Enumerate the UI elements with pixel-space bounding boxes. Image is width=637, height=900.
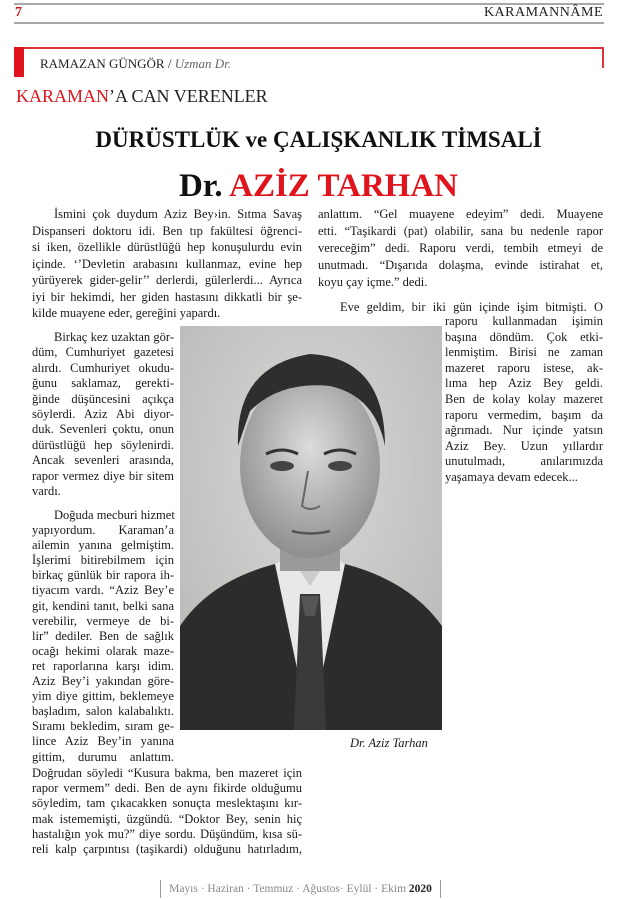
text-line: Aziz Bey’i yakından göre- bbox=[32, 674, 174, 689]
text-line: yürüyerek gider-gelir’’ derlerdi, gülerlerdi... Ayrıca bbox=[32, 273, 302, 287]
text-line: mazeret raporu istese, ak- bbox=[445, 360, 603, 375]
text-line: rapor vermem” dedi. Ben de aynı fikirde olduğumu bbox=[32, 781, 302, 796]
magazine-name: KARAMANNÂME bbox=[483, 5, 603, 20]
text-line: raporu kullanmadan işimin bbox=[445, 314, 603, 328]
text-line: dürüstlüğü hep söylenirdi. bbox=[32, 437, 174, 452]
text-line: ağrımadı. Nur içinde yatsın bbox=[445, 423, 603, 438]
article-title: DÜRÜSTLÜK ve ÇALIŞKANLIK TİMSALİ bbox=[95, 127, 542, 152]
text-line: tiyacım vardı. “Aziz Bey’e bbox=[32, 583, 174, 598]
paragraph-right-continuation bbox=[318, 206, 603, 291]
text-line: İsmini çok duydum Aziz Bey›in. Sıtma Savaş bbox=[54, 207, 302, 221]
series-rest: ’A CAN VERENLER bbox=[109, 86, 268, 106]
text-line: vardı. bbox=[32, 483, 61, 498]
text-line: düm, Cumhuriyet gazetesi bbox=[32, 345, 174, 360]
text-line: Ben de kolay kolay mazeret bbox=[445, 391, 603, 406]
text-line: Dispanseri doktoru idi. Ben tıp fakültesi öğrenci- bbox=[32, 223, 302, 238]
text-line: içinde. ‘’Devletin arabasını kullanmaz, evine hep bbox=[32, 256, 302, 271]
text-line: yapıyordum. Karaman’a bbox=[32, 523, 174, 538]
series-highlight: KARAMAN bbox=[16, 86, 110, 106]
text-line: git, kendini tanıt, belki sana bbox=[32, 598, 174, 613]
header-rule-bottom bbox=[14, 22, 604, 24]
text-line: Eve geldim, bir iki gün içinde işim bitmişti. O bbox=[340, 300, 603, 314]
paragraph-eve-geldim-cont bbox=[445, 314, 603, 486]
text-line: lir” dediler. Ben de sağlık bbox=[32, 628, 174, 643]
text-line: başladım, salon kalabalıktı. bbox=[32, 704, 174, 719]
author-name: RAMAZAN GÜNGÖR bbox=[40, 56, 165, 71]
text-line: iyi bir hekimdi, her giden hastasını dikkatli bir şe- bbox=[32, 289, 302, 304]
text-line: unutmadı. “Dışarıda dolaşma, evinde istirahat et, bbox=[318, 258, 603, 272]
text-line: Doğuda mecburi hizmet bbox=[54, 508, 175, 522]
paragraph-intro bbox=[32, 206, 302, 322]
byline-frame-top bbox=[14, 47, 604, 49]
text-line: Aziz Bey. Uzun yıllardır bbox=[445, 438, 603, 453]
text-line: etti. “Taşikardi (pat) olabilir, sana bu nedenle rapor bbox=[318, 224, 603, 238]
byline-accent-bar bbox=[14, 47, 24, 77]
page-number: 7 bbox=[15, 5, 22, 20]
text-line: yim diye gittim, beklemeye bbox=[32, 689, 174, 704]
byline-frame-right bbox=[602, 47, 604, 68]
text-line: ğinde düşüncesini açıkça bbox=[32, 391, 174, 406]
subject-prefix: Dr. bbox=[178, 168, 230, 204]
text-line: Birkaç kez uzaktan gör- bbox=[54, 330, 174, 344]
author-role: Uzman Dr. bbox=[174, 56, 232, 71]
issue-footer bbox=[160, 880, 441, 898]
text-line: reli kalp çarpıntısı (taşikardi) olduğunu hatırladım, bbox=[32, 841, 302, 856]
series-title bbox=[16, 86, 268, 107]
text-line: ğunu saklamaz, gerekti- bbox=[32, 376, 174, 391]
text-line: birkaç günlük bir rapora ih- bbox=[32, 568, 174, 583]
byline-separator: / bbox=[164, 56, 175, 71]
text-line: lince Aziz Bey’in yanına bbox=[32, 734, 174, 749]
text-line: anlattım. “Gel muayene edeyim” dedi. Muayene bbox=[318, 207, 603, 221]
text-line: si iken, özellikle dürüstlüğü hep konuşulurdu evin bbox=[32, 240, 302, 254]
text-line: söyledim, tam çıkacakken sonuçta meslektaşını kır- bbox=[32, 796, 302, 811]
text-line: koyu çay içme.” dedi. bbox=[318, 275, 428, 289]
article-subject bbox=[0, 168, 637, 205]
portrait-photo bbox=[180, 326, 442, 730]
text-line: başına döndüm. Çok etki- bbox=[445, 329, 603, 344]
text-line: hastalığın yok mu?” diye sordu. Düşündüm, kısa sü- bbox=[32, 826, 302, 841]
text-line: duk. Sevenleri çoktu, onun bbox=[32, 422, 174, 437]
text-line: İşlerimi bitirebilmem için bbox=[32, 553, 174, 568]
text-line: verebilir, vermeye de bi- bbox=[32, 613, 174, 628]
text-line: lıma hep Aziz Bey geldi. bbox=[445, 376, 603, 391]
subject-name: AZİZ TARHAN bbox=[229, 168, 459, 204]
text-line: raporu vermedim, başım da bbox=[445, 407, 603, 422]
text-line: ailemin yanına gelmiştim. bbox=[32, 538, 174, 553]
paragraph-dogrudan bbox=[32, 766, 302, 857]
text-line: alırdı. Cumhuriyet okudu- bbox=[32, 360, 174, 375]
text-line: ocağı hekimi olarak maze- bbox=[32, 643, 174, 658]
text-line: mak istememişti, üzgündü. “Doktor Bey, senin hiç bbox=[32, 811, 302, 826]
footer-months: Mayıs · Haziran · Temmuz · Ağustos· Eylül · Ekim bbox=[169, 883, 409, 895]
text-line: Doğrudan söyledi “Kusura bakma, ben mazeret için bbox=[32, 766, 302, 780]
text-line: Sıramı bekledim, sıram ge- bbox=[32, 719, 174, 734]
text-line: rapor vermez diye bir sitem bbox=[32, 468, 174, 483]
text-line: ret raporlarına karşı idim. bbox=[32, 658, 174, 673]
text-line: lenmiştim. Birisi ne zaman bbox=[445, 345, 603, 360]
text-line: unutulmadı, anılarımızda bbox=[445, 454, 603, 469]
byline bbox=[40, 56, 231, 72]
text-line: kilde muayene eder, gereğini yapardı. bbox=[32, 306, 221, 320]
paragraph-cumhuriyet bbox=[32, 330, 174, 499]
text-line: vereceğim” dedi. Raporu verdi, tembih etmeyi de bbox=[318, 241, 603, 255]
text-line: gittim, durumu anlattım. bbox=[32, 749, 174, 764]
paragraph-eve-geldim bbox=[318, 299, 603, 315]
text-line: yaşamaya devam edecek... bbox=[445, 469, 578, 484]
paragraph-doguda bbox=[32, 508, 174, 765]
footer-year: 2020 bbox=[408, 883, 432, 895]
text-line: söylerdi. Aziz Abi diyor- bbox=[32, 406, 174, 421]
text-line: Ancak sevenleri arasında, bbox=[32, 453, 174, 468]
photo-caption: Dr. Aziz Tarhan bbox=[350, 736, 428, 750]
